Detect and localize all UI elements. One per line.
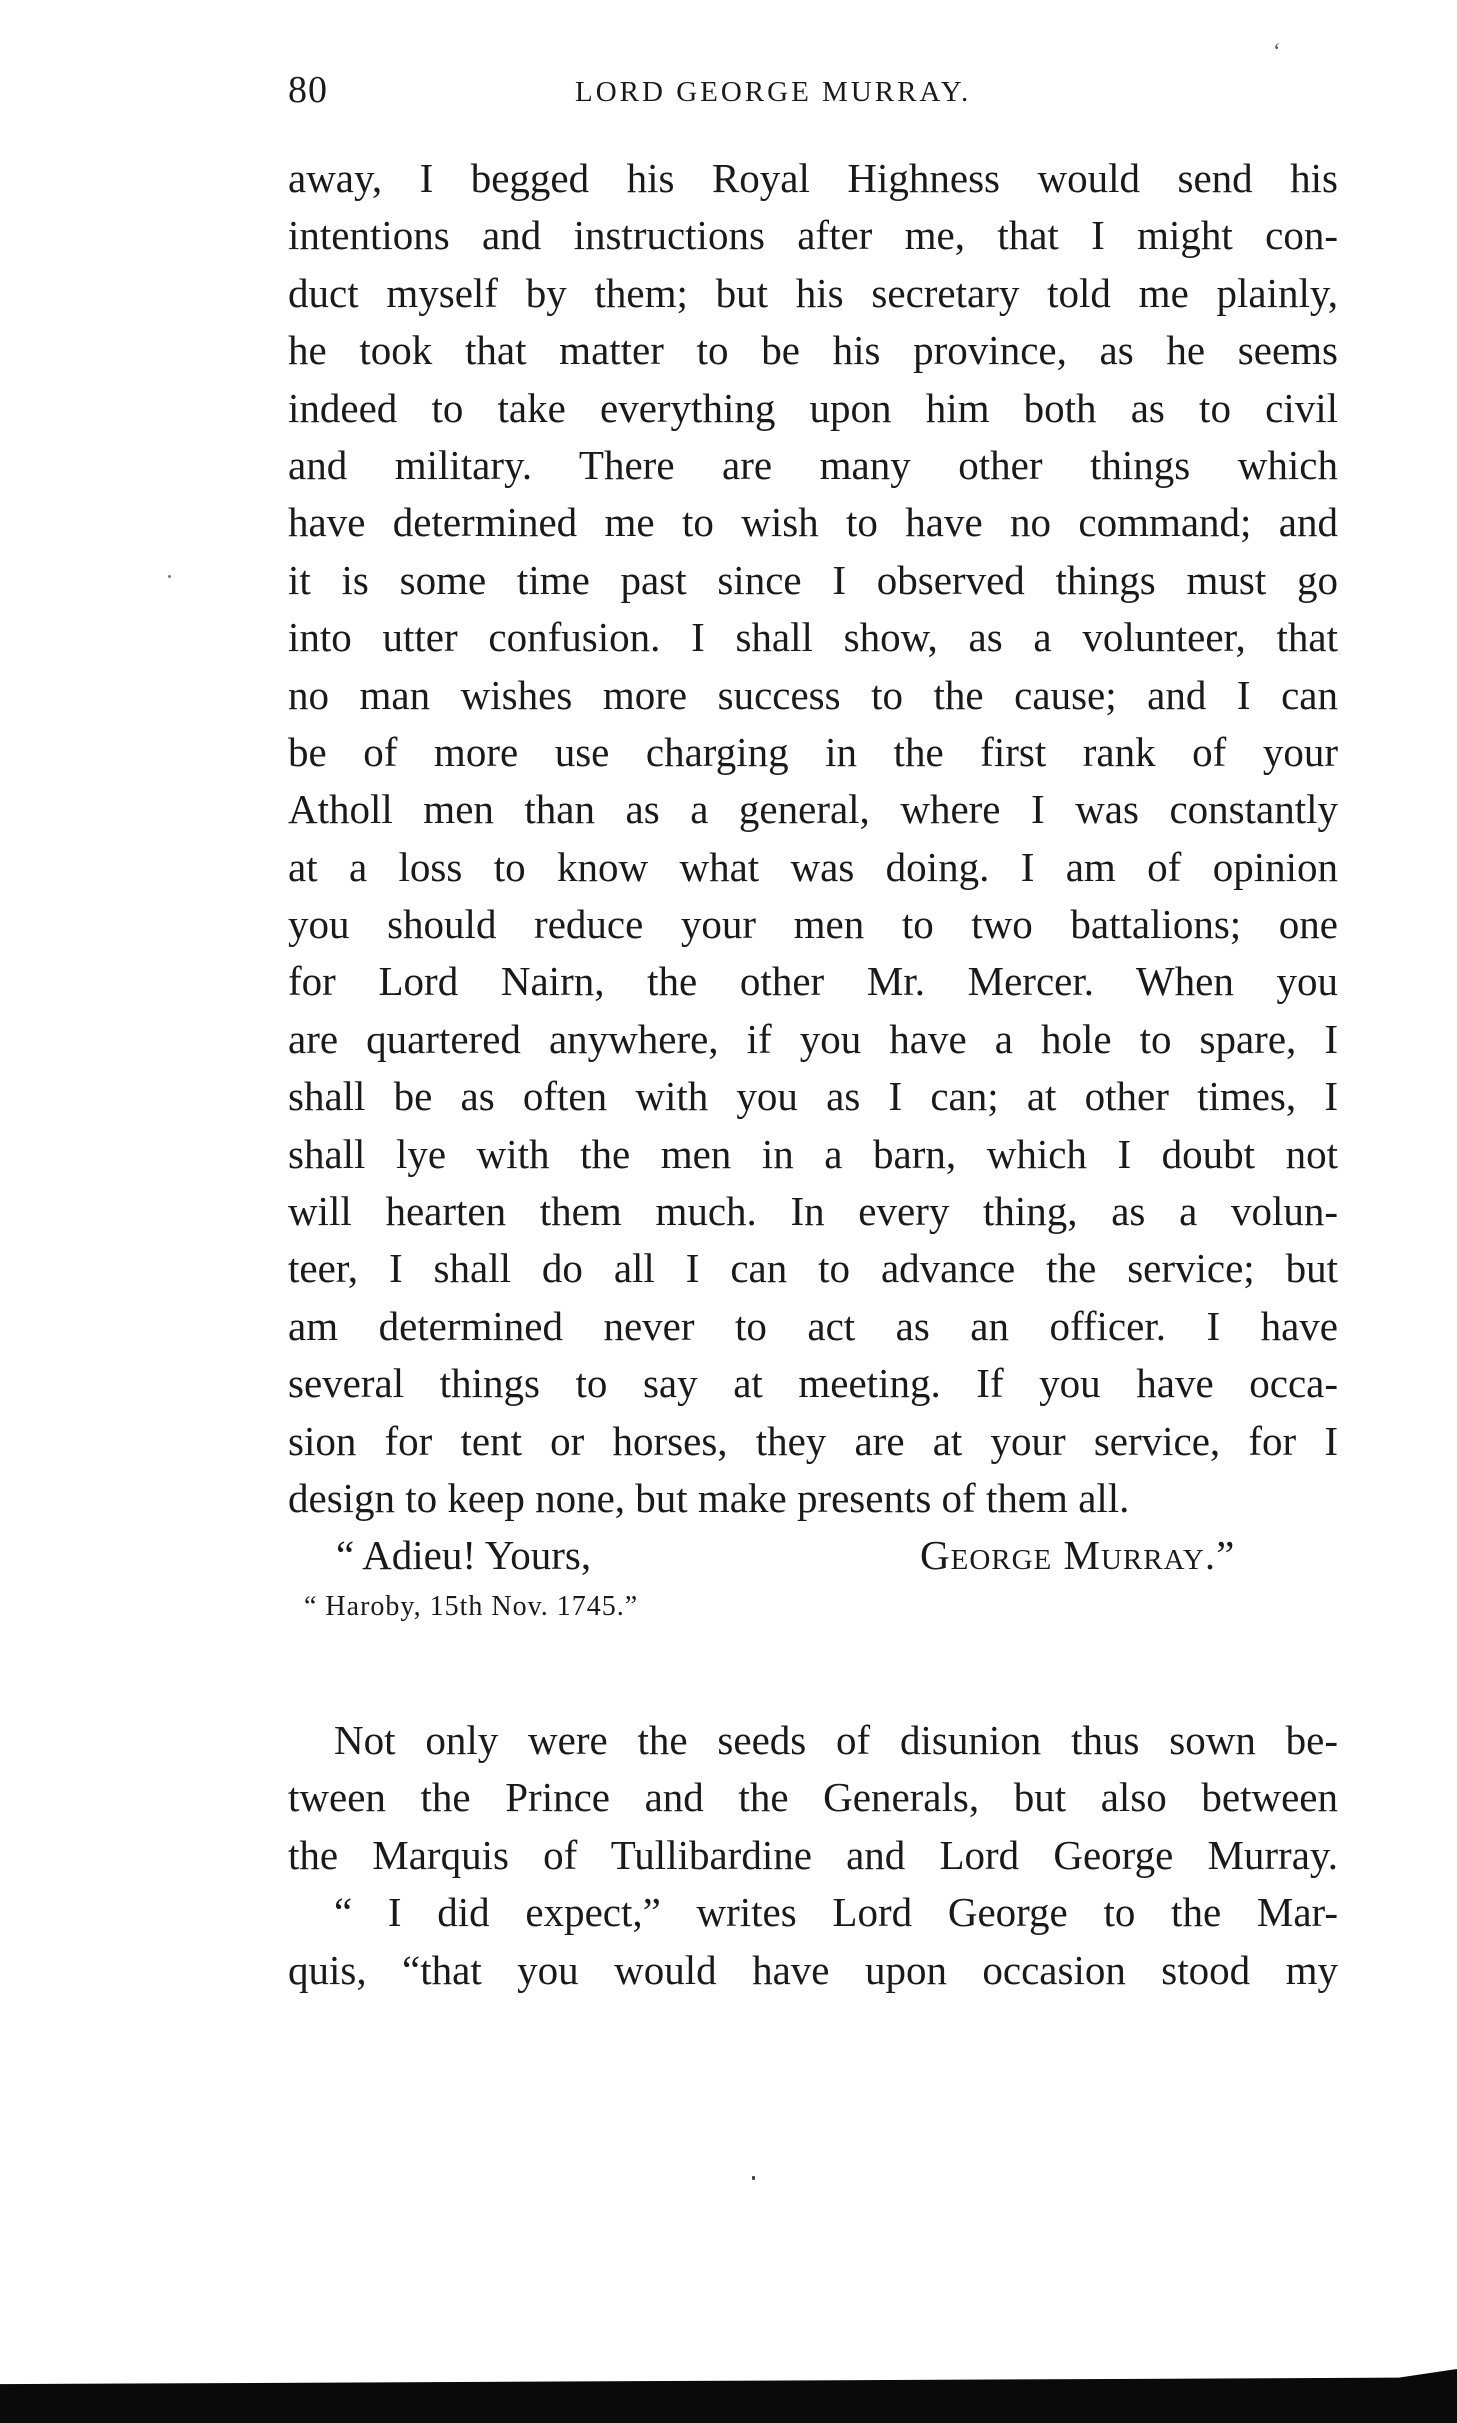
letter-line: and military. There are many other things which	[288, 441, 1338, 488]
narrative-line: “ I did expect,” writes Lord George to the Mar-	[334, 1889, 1338, 1936]
letter-line: Atholl men than as a general, where I was constantly	[288, 786, 1338, 833]
margin-speck	[168, 575, 171, 578]
running-head: LORD GEORGE MURRAY.	[575, 76, 972, 108]
letter-body	[288, 150, 1338, 1629]
page-number: 80	[288, 69, 328, 111]
narrative-paragraph	[288, 1712, 1338, 1999]
letter-line: he took that matter to be his province, as he seems	[288, 327, 1338, 374]
letter-line: duct myself by them; but his secretary told me plainly,	[288, 269, 1338, 316]
narrative-line: tween the Prince and the Generals, but also between	[288, 1774, 1338, 1821]
letter-line: for Lord Nairn, the other Mr. Mercer. When you	[288, 958, 1338, 1005]
scan-edge-bar	[0, 2369, 1457, 2423]
page-header	[288, 68, 1333, 128]
letter-line: teer, I shall do all I can to advance the service; but	[288, 1245, 1338, 1292]
letter-line: indeed to take everything upon him both as to civil	[288, 384, 1338, 431]
letter-line: be of more use charging in the first rank of your	[288, 728, 1338, 775]
letter-line: shall be as often with you as I can; at other times, I	[288, 1073, 1338, 1120]
letter-line: intentions and instructions after me, that I might con-	[288, 212, 1338, 259]
letter-line: design to keep none, but make presents of them all.	[288, 1474, 1130, 1521]
corner-mark: ‘	[1272, 38, 1280, 63]
letter-line: you should reduce your men to two battalions; one	[288, 901, 1338, 948]
dateline: “ Haroby, 15th Nov. 1745.”	[304, 1590, 639, 1622]
letter-line: are quartered anywhere, if you have a hole to spare, I	[288, 1015, 1338, 1062]
letter-line: into utter confusion. I shall show, as a volunteer, that	[288, 614, 1338, 661]
signoff-text: “ Adieu! Yours,	[336, 1532, 592, 1579]
narrative-line: Not only were the seeds of disunion thus sown be-	[334, 1717, 1338, 1763]
letter-line: sion for tent or horses, they are at your service, for I	[288, 1417, 1338, 1464]
ink-speck	[752, 2176, 755, 2180]
narrative-line: the Marquis of Tullibardine and Lord George Murray.	[288, 1831, 1338, 1878]
signature: George Murray.”	[920, 1532, 1236, 1579]
narrative-line: quis, “that you would have upon occasion stood my	[288, 1946, 1338, 1993]
letter-line: have determined me to wish to have no command; and	[288, 499, 1338, 546]
letter-line: at a loss to know what was doing. I am of opinion	[288, 843, 1338, 890]
letter-line: no man wishes more success to the cause; and I can	[288, 671, 1338, 718]
letter-line: will hearten them much. In every thing, as a volun-	[288, 1188, 1338, 1235]
letter-line: shall lye with the men in a barn, which I doubt not	[288, 1130, 1338, 1177]
letter-line: am determined never to act as an officer. I have	[288, 1302, 1338, 1349]
letter-signoff	[288, 1527, 1338, 1584]
letter-line: it is some time past since I observed things must go	[288, 556, 1338, 603]
letter-line: away, I begged his Royal Highness would send his	[288, 155, 1338, 201]
letter-line: several things to say at meeting. If you have occa-	[288, 1360, 1338, 1407]
